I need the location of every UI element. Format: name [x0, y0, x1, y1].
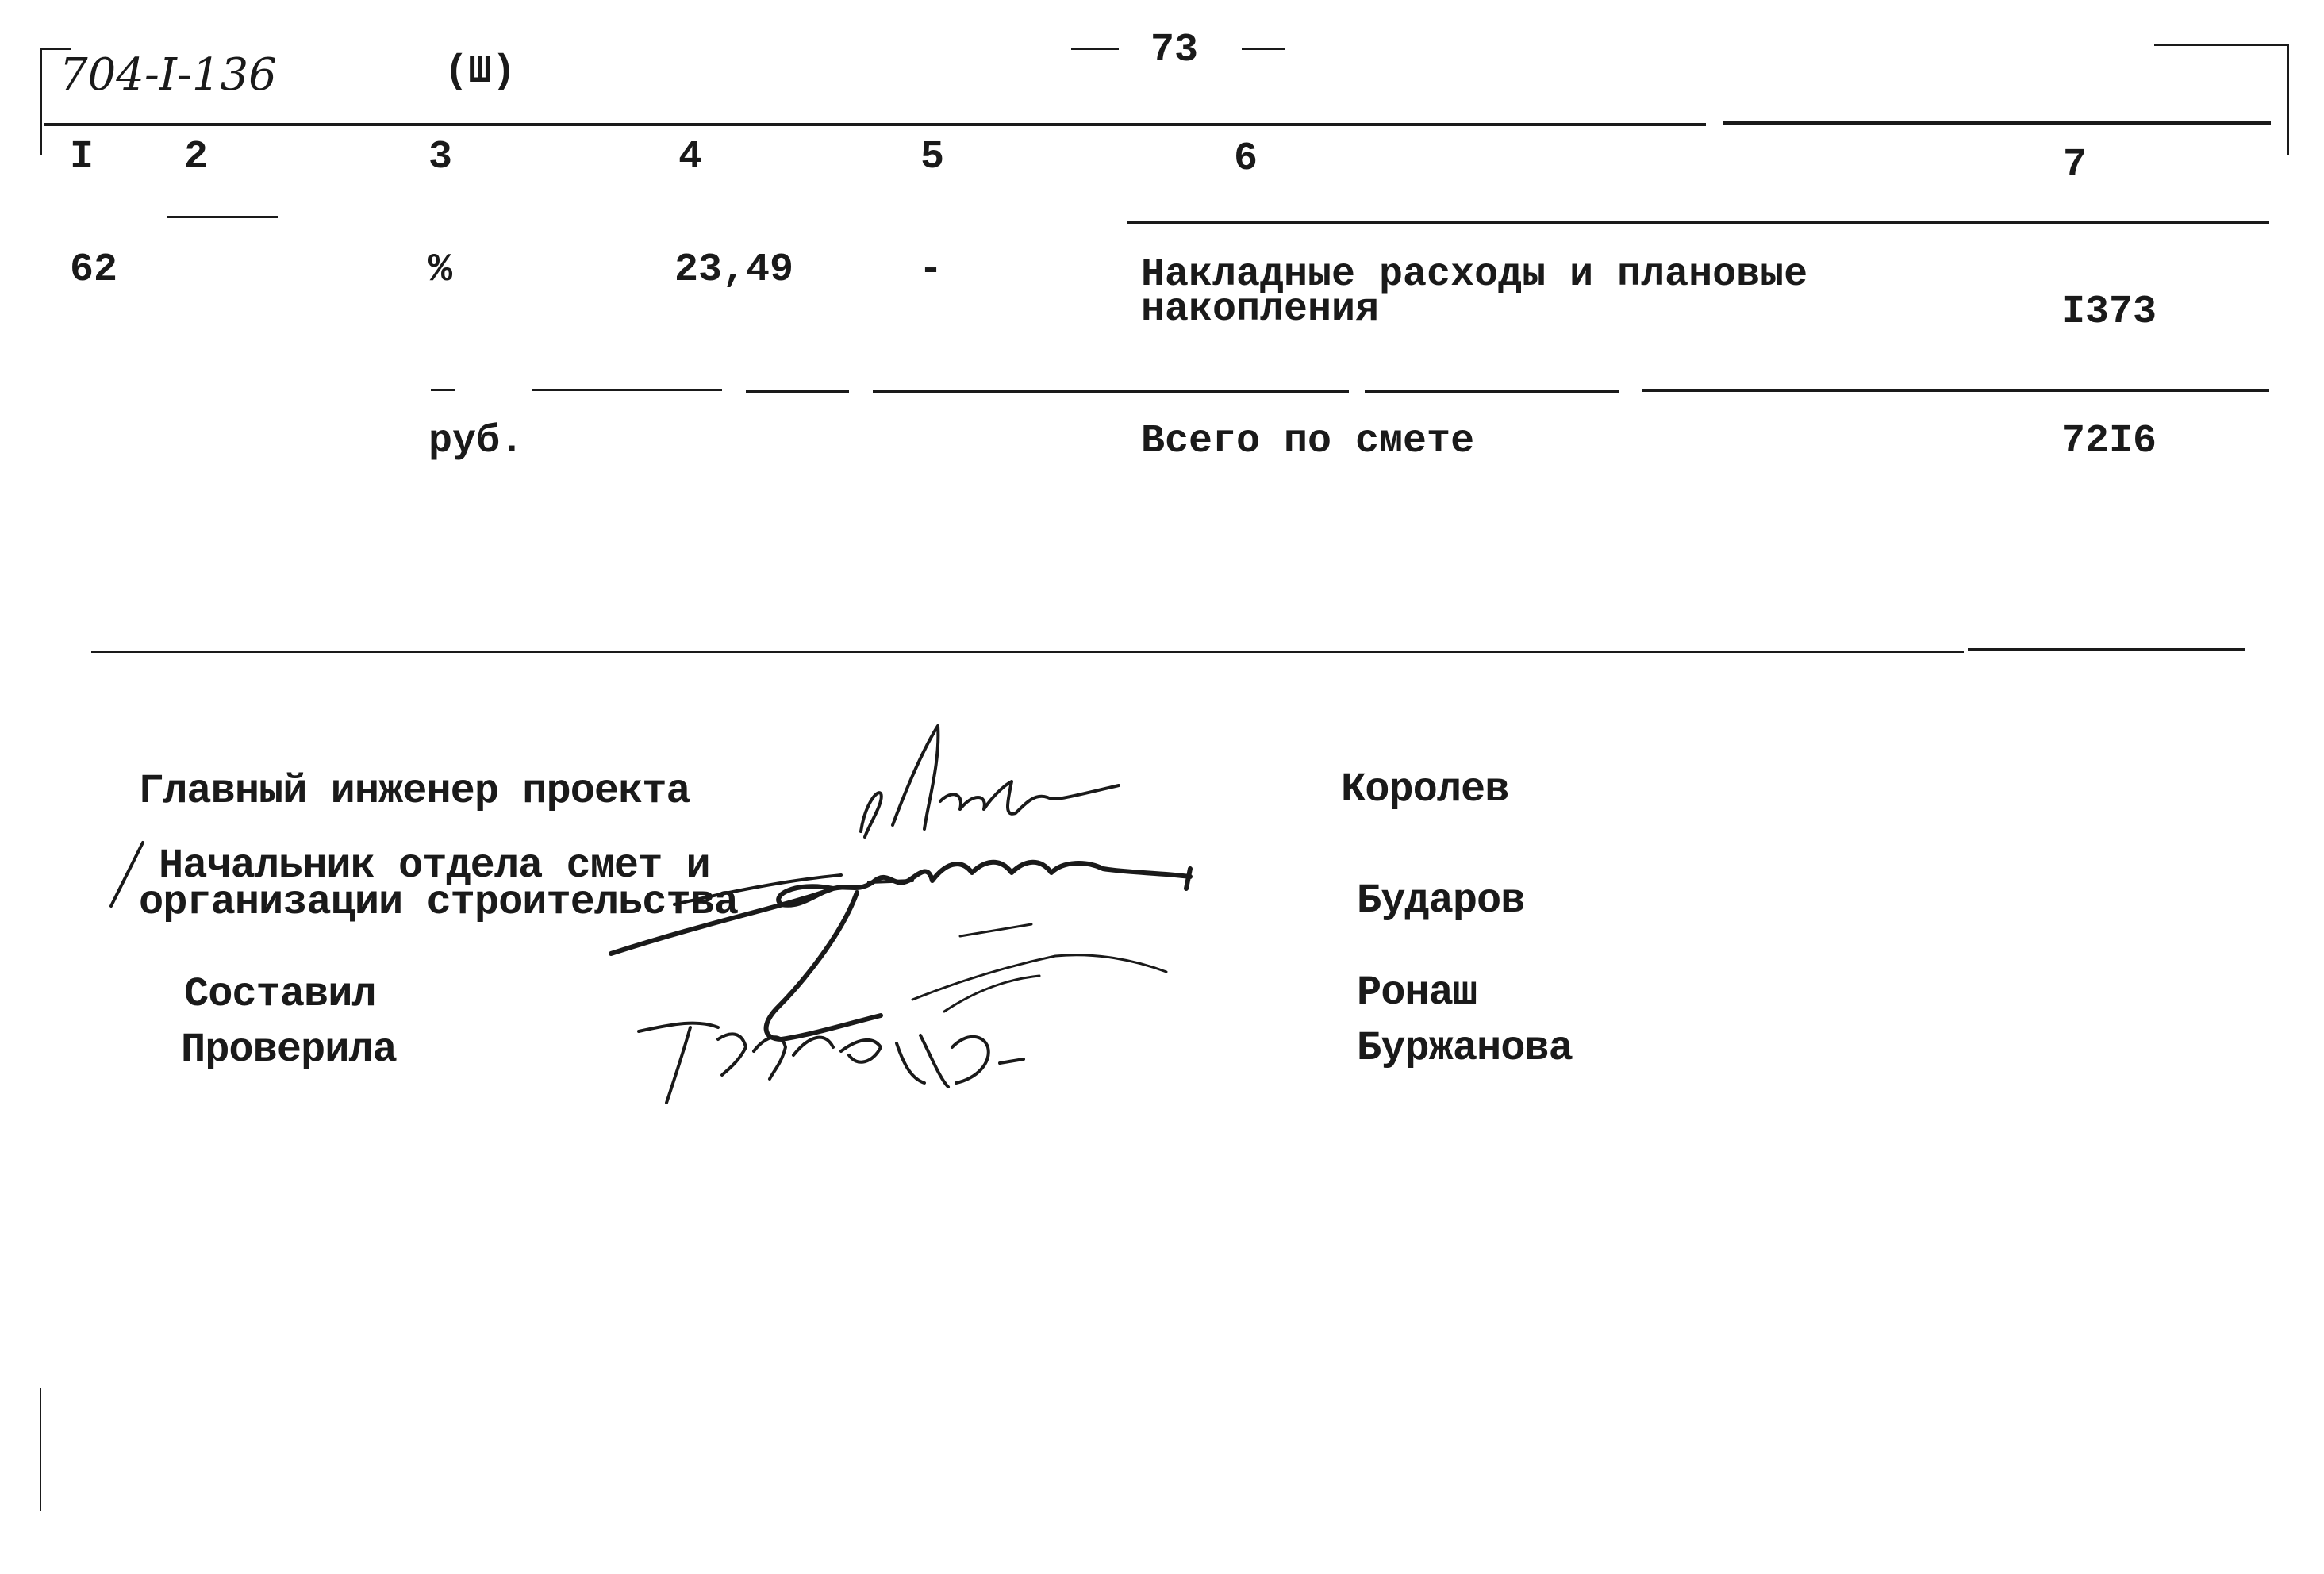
column-number-3: 3: [428, 135, 453, 180]
total-unit: руб.: [428, 419, 524, 464]
chief-engineer-name: Королев: [1341, 766, 1509, 813]
dept-head-slash: [111, 843, 143, 906]
table-row-amount: I373: [2061, 290, 2157, 335]
dept-head-label-line1: Начальник отдела смет и: [159, 843, 710, 889]
binding-mark: [40, 1388, 41, 1511]
column-number-6: 6: [1234, 136, 1258, 182]
checked-by-label: Проверила: [181, 1027, 397, 1073]
page-number: 73: [1150, 28, 1199, 73]
table-row-unit: %: [428, 248, 453, 293]
doc-part: (Ш): [444, 49, 517, 94]
chief-engineer-label: Главный инженер проекта: [139, 768, 690, 815]
compiled-by-name: Ронаш: [1357, 969, 1477, 1016]
dept-head-signature: [611, 862, 1190, 1039]
compiled-by-signature: [912, 924, 1166, 1012]
table-row-number: 62: [70, 248, 118, 293]
column-number-4: 4: [678, 135, 703, 180]
table-row-description-line2: накопления: [1141, 287, 1380, 332]
compiled-by-label: Составил: [184, 971, 376, 1018]
column-number-7: 7: [2063, 143, 2088, 188]
column-number-5: 5: [920, 135, 945, 180]
dept-head-label-line2: организации строительства: [139, 879, 739, 926]
doc-code: 704-I-136: [60, 49, 277, 101]
chief-engineer-signature: [861, 726, 1119, 837]
table-row-description-line1: Накладные расходы и плановые: [1141, 252, 1808, 298]
checked-by-signature: [639, 1023, 1024, 1103]
column-number-2: 2: [184, 135, 209, 180]
checked-by-name: Буржанова: [1357, 1025, 1573, 1072]
table-row-dash: -: [919, 248, 943, 293]
total-amount: 72I6: [2061, 419, 2157, 464]
column-number-1: I: [70, 135, 94, 180]
table-row-rate: 23,49: [674, 248, 794, 293]
total-label: Всего по смете: [1141, 419, 1475, 464]
dept-head-name: Бударов: [1357, 877, 1525, 924]
